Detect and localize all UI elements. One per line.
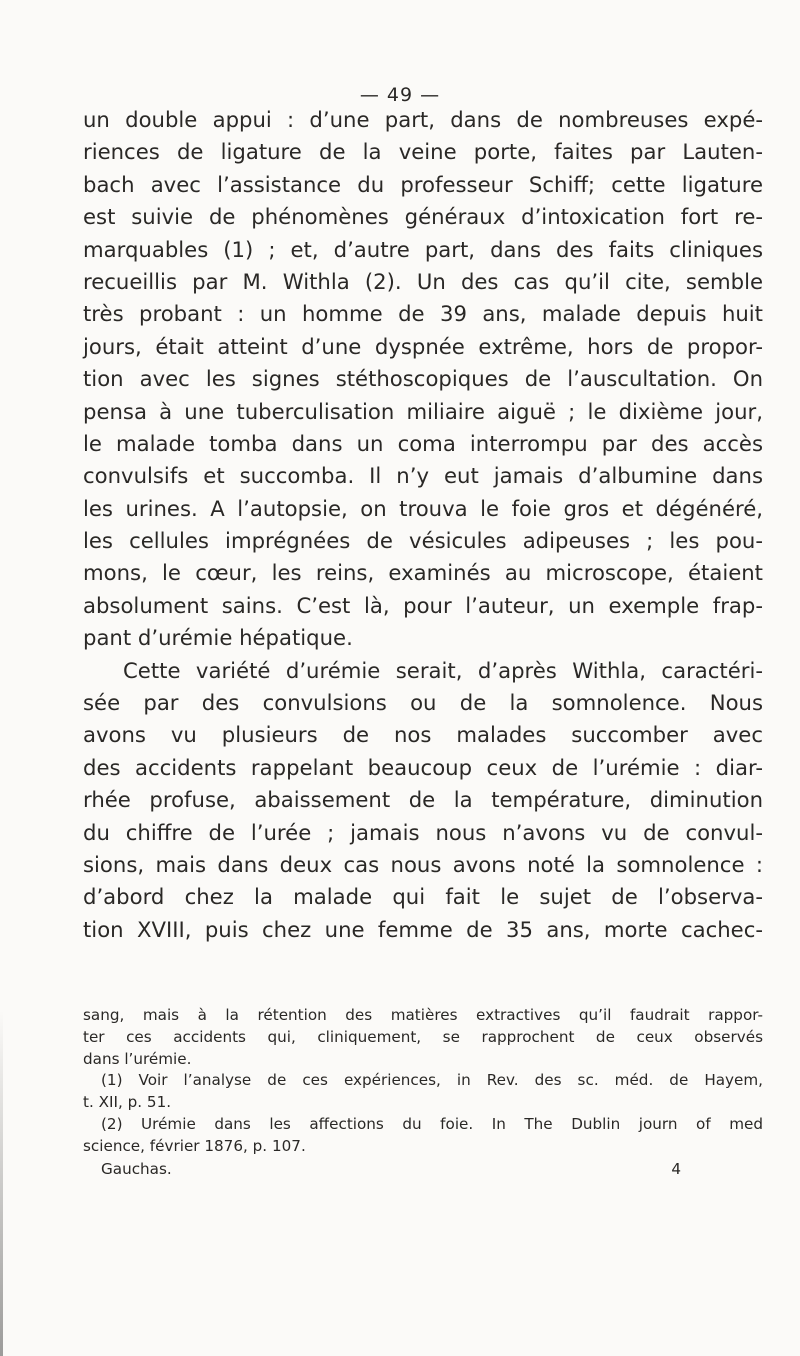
footnote-line: dans l’urémie. [83, 1049, 192, 1068]
text-line: mons, le cœur, les reins, examinés au microscope, étaient [83, 560, 763, 586]
footnote-1: (1) Voir l’analyse de ces expériences, in Rev. des sc. méd. de Hayem, [101, 1071, 763, 1090]
text-line: convulsifs et succomba. Il n’y eut jamais d’albumine dans [83, 463, 763, 489]
text-line: pant d’urémie hépatique. [83, 625, 353, 651]
paragraph-start-line: Cette variété d’urémie serait, d’après Withla, caractéri- [123, 657, 763, 683]
text-line: d’abord chez la malade qui fait le sujet de l’observa- [83, 884, 763, 910]
text-line: les cellules imprégnées de vésicules adipeuses ; les pou- [83, 528, 763, 554]
binding-edge-shadow [0, 1010, 3, 1356]
text-line: du chiffre de l’urée ; jamais nous n’avons vu de convul- [83, 819, 763, 845]
text-line: recueillis par M. Withla (2). Un des cas qu’il cite, semble [83, 268, 763, 294]
text-line: riences de ligature de la veine porte, faites par Lauten- [83, 139, 763, 165]
text-line: bach avec l’assistance du professeur Schiff; cette ligature [83, 171, 763, 197]
footnotes [83, 1005, 763, 1158]
text-line: très probant : un homme de 39 ans, malade depuis huit [83, 301, 763, 327]
text-line: le malade tomba dans un coma interrompu par des accès [83, 430, 763, 456]
text-line: pensa à une tuberculisation miliaire aiguë ; le dixième jour, [83, 398, 763, 424]
text-line: un double appui : d’une part, dans de nombreuses expé- [83, 107, 763, 132]
printer-signature [101, 1160, 681, 1178]
footnote-line: t. XII, p. 51. [83, 1093, 172, 1112]
text-line: rhée profuse, abaissement de la température, diminution [83, 787, 763, 813]
page-number: — 49 — [359, 84, 441, 106]
signature-author: Gauchas. [101, 1160, 172, 1178]
text-line: tion avec les signes stéthoscopiques de l’auscultation. On [83, 366, 763, 392]
text-line: absolument sains. C’est là, pour l’auteur, un exemple frap- [83, 592, 763, 618]
signature-sheet-number: 4 [671, 1160, 681, 1178]
main-text [83, 104, 763, 946]
text-line: sions, mais dans deux cas nous avons noté la somnolence : [83, 851, 763, 877]
text-line: sée par des convulsions ou de la somnolence. Nous [83, 690, 763, 716]
footnote-2: (2) Urémie dans les affections du foie. In The Dublin journ of med [101, 1114, 763, 1133]
text-line: des accidents rappelant beaucoup ceux de l’urémie : diar- [83, 754, 763, 780]
footnote-line: sang, mais à la rétention des matières extractives qu’il faudrait rappor- [83, 1006, 763, 1024]
text-line: tion XVIII, puis chez une femme de 35 ans, morte cachec- [83, 916, 763, 942]
text-line: les urines. A l’autopsie, on trouva le foie gros et dégénéré, [83, 495, 763, 521]
text-line: est suivie de phénomènes généraux d’intoxication fort re- [83, 204, 763, 230]
text-line: jours, était atteint d’une dyspnée extrême, hors de propor- [83, 333, 763, 359]
footnote-line: science, février 1876, p. 107. [83, 1136, 306, 1155]
text-line: marquables (1) ; et, d’autre part, dans des faits cliniques [83, 236, 763, 262]
footnote-line: ter ces accidents qui, cliniquement, se rapprochent de ceux observés [83, 1027, 763, 1046]
text-line: avons vu plusieurs de nos malades succomber avec [83, 722, 763, 748]
